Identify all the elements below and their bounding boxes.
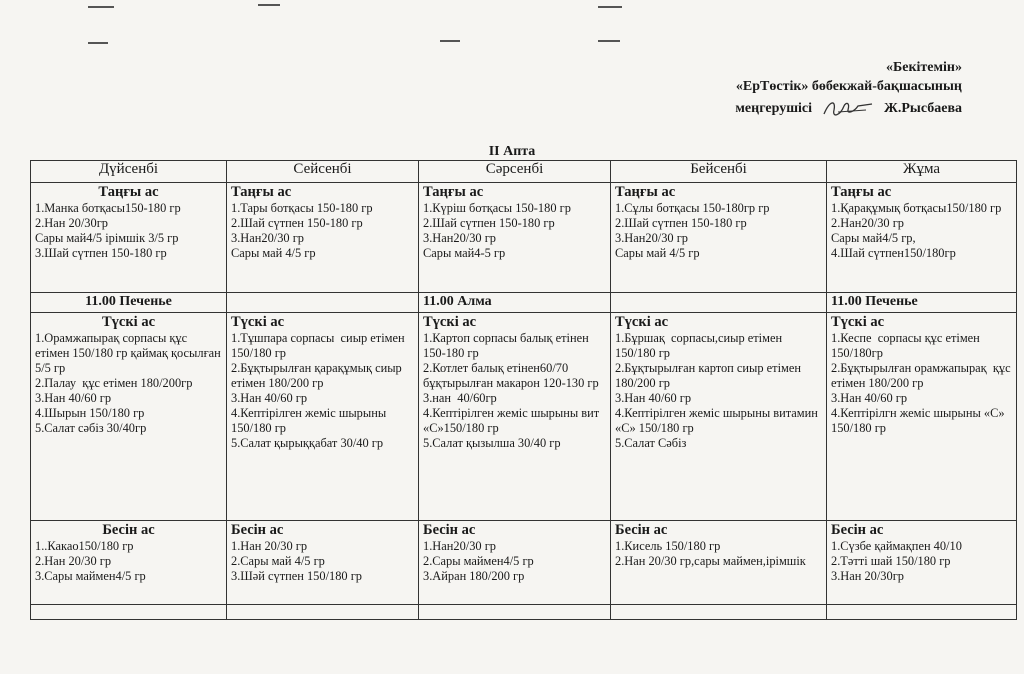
week-title: II Апта: [488, 144, 536, 159]
menu-item: 1.Тұшпара сорпасы сиыр етімен 150/180 гр: [231, 331, 408, 360]
meal-label: Таңғы ас: [98, 184, 159, 200]
menu-item: 2.Сары маймен4/5 гр: [423, 554, 534, 568]
menu-item: 3.Нан 40/60 гр: [615, 391, 692, 405]
menu-item: 5.Салат сәбіз 30/40гр: [35, 421, 147, 435]
menu-item: 3.Нан20/30 гр: [231, 231, 304, 245]
menu-item: 1.Қарақұмық ботқасы150/180 гр: [831, 201, 1002, 215]
menu-cell: [827, 313, 1017, 521]
menu-item: 2.Сары май 4/5 гр: [231, 554, 325, 568]
menu-item: 2.Тәтті шай 150/180 гр: [831, 554, 951, 568]
menu-cell: [611, 521, 827, 605]
menu-item: 5.Салат қырыққабат 30/40 гр: [231, 436, 384, 450]
day-header: Дүйсенбі: [31, 161, 227, 183]
menu-item: 2.Бұқтырылған орамжапырақ құс етімен 180/200 гр: [831, 361, 1014, 390]
menu-item: 3.Шай сүтпен 150-180 гр: [35, 246, 167, 260]
menu-item: 1.Манка ботқасы150-180 гр: [35, 201, 181, 215]
day-header: Сейсенбі: [227, 161, 419, 183]
menu-item: 2.Шай сүтпен 150-180 гр: [231, 216, 363, 230]
menu-item: 3.Айран 180/200 гр: [423, 569, 525, 583]
meal-label: Бесін ас: [423, 522, 476, 538]
menu-item: 1.Бұршақ сорпасы,сиыр етімен 150/180 гр: [615, 331, 786, 360]
scan-speck: [598, 6, 622, 8]
day-header: Сәрсенбі: [419, 161, 611, 183]
menu-item: 4.Шай сүтпен150/180гр: [831, 246, 956, 260]
menu-item: 3.Нан 40/60 гр: [231, 391, 308, 405]
meal-label: Бесін ас: [231, 522, 284, 538]
snack-cell: [227, 293, 419, 313]
meal-label: Бесін ас: [831, 522, 884, 538]
menu-table: [30, 160, 1017, 620]
menu-item: Сары май4/5 гр,: [831, 231, 916, 245]
menu-cell: [31, 521, 227, 605]
menu-item: 2.Палау құс етімен 180/200гр: [35, 376, 193, 390]
menu-item: 1..Какао150/180 гр: [35, 539, 134, 553]
empty-cell: [227, 605, 419, 620]
meal-label: Түскі ас: [231, 314, 285, 330]
menu-item: 2.Нан 20/30 гр,сары маймен,ірімшік: [615, 554, 806, 568]
scan-speck: [88, 42, 108, 44]
menu-item: 3.нан 40/60гр: [423, 391, 497, 405]
menu-item: Сары май 4/5 гр: [231, 246, 316, 260]
menu-item: 5.Салат қызылша 30/40 гр: [423, 436, 561, 450]
menu-item: Сары май4-5 гр: [423, 246, 506, 260]
menu-item: 3.Нан 40/60 гр: [831, 391, 908, 405]
menu-item: 3.Сары маймен4/5 гр: [35, 569, 146, 583]
menu-item: 2.Бұқтырылған қарақұмық сиыр етімен 180/200 гр: [231, 361, 405, 390]
menu-item: 1.Күріш ботқасы 150-180 гр: [423, 201, 571, 215]
menu-cell: [227, 183, 419, 293]
menu-item: 3.Нан20/30 гр: [423, 231, 496, 245]
menu-item: Сары май4/5 ірімшік 3/5 гр: [35, 231, 179, 245]
menu-cell: [31, 183, 227, 293]
menu-item: 3.Шәй сүтпен 150/180 гр: [231, 569, 362, 583]
meal-label: Таңғы ас: [423, 184, 484, 200]
approval-organization: «ЕрТөстік» бөбекжай-бақшасының: [735, 79, 962, 94]
menu-item: 4.Кептірілген жеміс шырыны вит «С»150/180 гр: [423, 406, 606, 435]
days-header-row: [31, 161, 1017, 183]
menu-item: 1.Картоп сорпасы балық етінен 150-180 гр: [423, 331, 592, 360]
menu-item: 4.Кептірілген жеміс шырыны витамин «С» 150/180 гр: [615, 406, 822, 435]
menu-item: Сары май 4/5 гр: [615, 246, 700, 260]
meal-label: Түскі ас: [423, 314, 477, 330]
menu-item: 2.Бұқтырылған картоп сиыр етімен 180/200 гр: [615, 361, 805, 390]
empty-cell: [31, 605, 227, 620]
menu-item: 1.Нан20/30 гр: [423, 539, 496, 553]
menu-item: 1.Кеспе сорпасы құс етімен 150/180гр: [831, 331, 983, 360]
menu-item: 2.Шай сүтпен 150-180 гр: [615, 216, 747, 230]
menu-cell: [419, 183, 611, 293]
snack-cell: 11.00 Печенье: [31, 293, 227, 313]
menu-item: 3.Нан 40/60 гр: [35, 391, 112, 405]
meal-label: Түскі ас: [831, 314, 885, 330]
menu-item: 1.Сұлы ботқасы 150-180гр гр: [615, 201, 770, 215]
scan-speck: [598, 40, 620, 42]
breakfast-row: [31, 183, 1017, 293]
menu-item: 1.Нан 20/30 гр: [231, 539, 308, 553]
menu-item: 3.Нан20/30 гр: [615, 231, 688, 245]
snack-row: [31, 293, 1017, 313]
menu-item: 5.Салат Сәбіз: [615, 436, 687, 450]
menu-cell: [827, 521, 1017, 605]
menu-item: 4.Шырын 150/180 гр: [35, 406, 145, 420]
empty-row: [31, 605, 1017, 620]
menu-cell: [419, 313, 611, 521]
menu-cell: [611, 313, 827, 521]
menu-cell: [611, 183, 827, 293]
meal-label: Түскі ас: [101, 314, 156, 330]
menu-cell: [827, 183, 1017, 293]
meal-label: Бесін ас: [102, 522, 155, 538]
menu-cell: [227, 521, 419, 605]
empty-cell: [827, 605, 1017, 620]
menu-cell: [31, 313, 227, 521]
approval-heading: «Бекітемін»: [885, 60, 962, 75]
menu-item: 2.Нан20/30 гр: [831, 216, 904, 230]
scan-speck: [258, 4, 280, 6]
menu-item: 1.Орамжапырақ сорпасы құс етімен 150/180 гр қаймақ қосылған 5/5 гр: [35, 331, 224, 375]
empty-cell: [419, 605, 611, 620]
menu-item: 3.Нан 20/30гр: [831, 569, 904, 583]
menu-item: 1.Кисель 150/180 гр: [615, 539, 721, 553]
meal-label: Таңғы ас: [831, 184, 892, 200]
scan-speck: [88, 6, 114, 8]
snack-cell: [611, 293, 827, 313]
menu-item: 2.Котлет балық етінен60/70 бұқтырылған макарон 120-130 гр: [423, 361, 599, 390]
snack-cell: 11.00 Алма: [419, 293, 611, 313]
afternoon-row: [31, 521, 1017, 605]
menu-cell: [227, 313, 419, 521]
approval-name: Ж.Рысбаева: [884, 100, 962, 116]
menu-item: 1.Тары ботқасы 150-180 гр: [231, 201, 373, 215]
menu-cell: [419, 521, 611, 605]
menu-item: 4.Кептірілген жеміс шырыны 150/180 гр: [231, 406, 390, 435]
handwritten-signature-icon: [820, 96, 876, 120]
day-header: Жұма: [827, 161, 1017, 183]
approval-block: [735, 58, 962, 120]
snack-cell: 11.00 Печенье: [827, 293, 1017, 313]
menu-item: 2.Нан 20/30гр: [35, 216, 108, 230]
lunch-row: [31, 313, 1017, 521]
empty-cell: [611, 605, 827, 620]
approval-role: меңгерушісі: [735, 100, 813, 116]
meal-label: Таңғы ас: [231, 184, 292, 200]
approval-signature-line: [735, 96, 962, 120]
meal-label: Таңғы ас: [615, 184, 676, 200]
scan-speck: [440, 40, 460, 42]
day-header: Бейсенбі: [611, 161, 827, 183]
meal-label: Түскі ас: [615, 314, 669, 330]
menu-item: 2.Шай сүтпен 150-180 гр: [423, 216, 555, 230]
menu-item: 4.Кептірілгн жеміс шырыны «С» 150/180 гр: [831, 406, 1008, 435]
menu-item: 1.Сүзбе қаймақпен 40/10: [831, 539, 962, 553]
meal-label: Бесін ас: [615, 522, 668, 538]
menu-item: 2.Нан 20/30 гр: [35, 554, 112, 568]
